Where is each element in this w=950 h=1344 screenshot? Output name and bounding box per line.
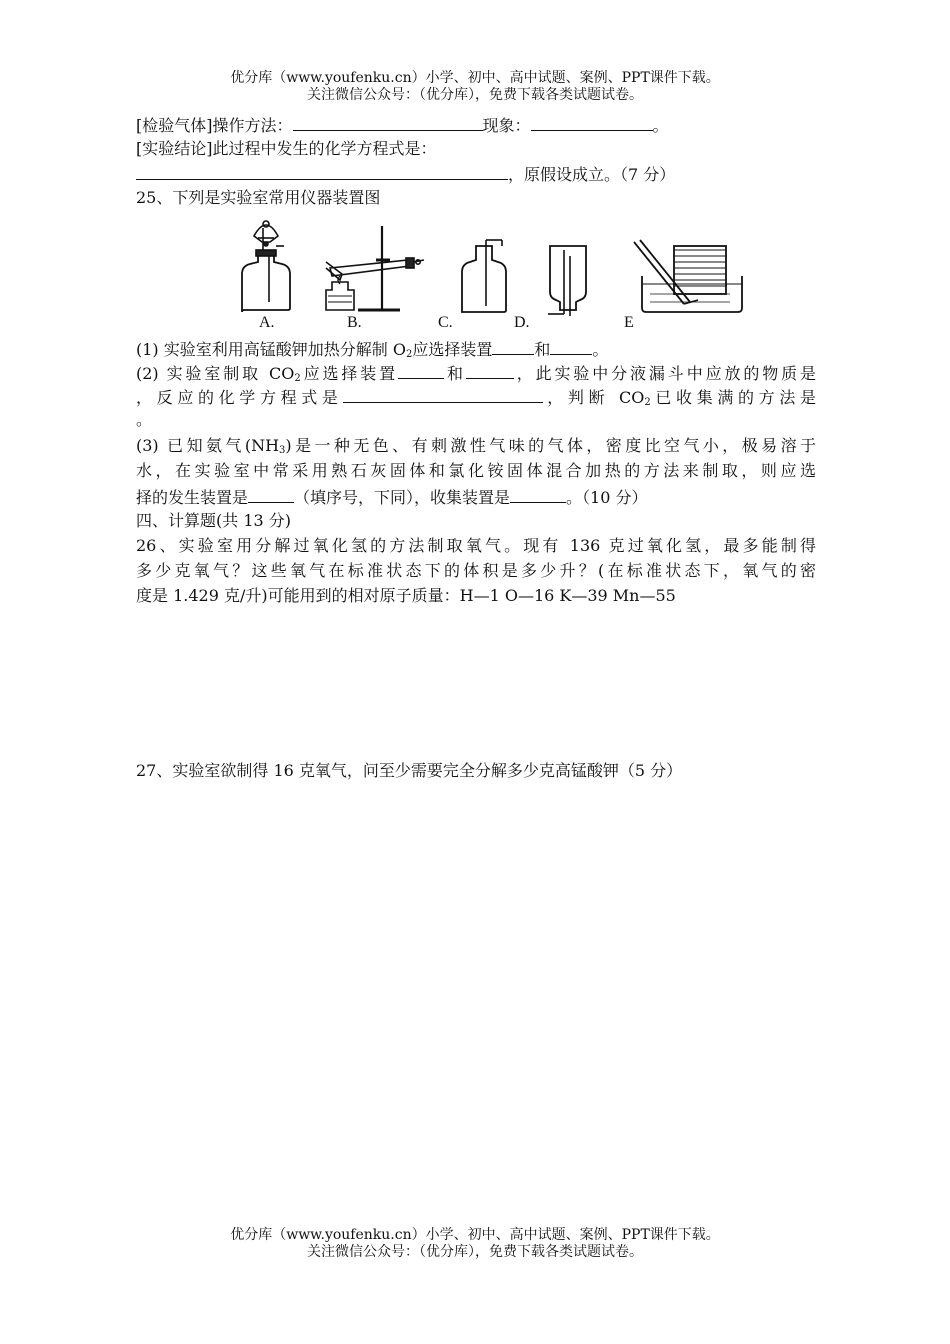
q25-p3-blank-1[interactable] <box>248 486 294 503</box>
q24-phenomenon-label: 现象： <box>482 116 531 135</box>
header-line-1: 优分库（www.youfenku.cn）小学、初中、高中试题、案例、PPT课件下载。 <box>230 70 720 86</box>
q25-p2-text-c: ，此实验中分液漏斗中应放的物质是 <box>513 364 816 383</box>
section4-title: 四、计算题(共 13 分) <box>136 511 292 530</box>
label-e: E <box>624 314 634 331</box>
q27-line1: 27、实验室欲制得 16 克氧气，问至少需要完全分解多少克高锰酸钾（5 分） <box>136 761 683 780</box>
q24-conclusion-tail: ，原假设成立。（7 分） <box>508 165 676 184</box>
q25-part3-line3 <box>136 486 816 508</box>
q25-p2-text-a: (2) 实验室制取 CO <box>136 364 295 383</box>
q25-p1-blank-2[interactable] <box>550 338 592 355</box>
q24-check-line <box>136 114 816 136</box>
q25-p2-text-b: 应选择装置 <box>300 364 399 383</box>
q25-p3-text-e: （填序号，下同），收集装置是 <box>294 488 511 507</box>
q25-p1-text-a: (1) 实验室利用高锰酸钾加热分解制 O <box>136 340 406 359</box>
q25-p2-subscript-2: 2 <box>644 397 651 408</box>
q24-equation-blank[interactable] <box>136 163 508 180</box>
apparatus-d-inverted-bottle <box>548 246 586 316</box>
q25-p1-end: 。 <box>592 340 609 359</box>
q24-phenomenon-blank[interactable] <box>531 114 653 131</box>
q25-p3-text-f: 。（10 分） <box>566 488 648 507</box>
label-b: B. <box>347 314 362 331</box>
q25-part3-line2: 水，在实验室中常采用熟石灰固体和氯化铵固体混合加热的方法来制取，则应选 <box>136 461 816 480</box>
q25-p2-blank-2[interactable] <box>466 362 514 379</box>
q25-p2-text-d: ，反应的化学方程式是 <box>136 388 343 407</box>
q25-part3-line1 <box>136 436 816 456</box>
q25-part2-line2 <box>136 386 816 408</box>
page-header <box>0 70 950 104</box>
label-c: C. <box>438 314 453 331</box>
q26-line3: 度是 1.429 克/升)可能用到的相对原子质量：H—1 O—16 K—39 Mn—55 <box>136 586 676 605</box>
q25-p2-and: 和 <box>444 364 466 383</box>
q25-title: 25、下列是实验室常用仪器装置图 <box>136 188 381 207</box>
q25-p2-text-f: 已收集满的方法是 <box>650 388 816 407</box>
q25-p1-subscript: 2 <box>405 349 413 360</box>
q25-p3-subscript: 3 <box>279 445 286 456</box>
q25-p1-and: 和 <box>534 340 551 359</box>
q25-p1-blank-1[interactable] <box>492 338 534 355</box>
apparatus-c-bottle <box>462 240 506 312</box>
footer-line-2: 关注微信公众号：（优分库），免费下载各类试题试卷。 <box>307 1244 643 1260</box>
q24-conclusion-line <box>136 163 816 185</box>
apparatus-a-funnel-flask <box>242 221 290 312</box>
q25-p1-text-b: 应选择装置 <box>412 340 493 359</box>
q25-p2-subscript: 2 <box>294 373 301 384</box>
q25-p2-equation-blank[interactable] <box>343 386 543 403</box>
q24-check-label: [检验气体]操作方法： <box>136 116 293 135</box>
q25-p3-text-b: )是一种无色、有刺激性气味的气体，密度比空气小，极易溶于 <box>285 436 816 455</box>
q25-p3-blank-2[interactable] <box>510 486 566 503</box>
apparatus-e-water-trough <box>634 240 742 312</box>
q25-part2-end: 。 <box>136 410 153 429</box>
label-d: D. <box>514 314 530 331</box>
q25-p3-text-d: 择的发生装置是 <box>136 488 249 507</box>
apparatus-b-heating-setup <box>326 226 424 310</box>
q24-conclusion-label: [实验结论]此过程中发生的化学方程式是： <box>136 139 437 158</box>
q25-part1 <box>136 338 816 360</box>
q24-method-blank[interactable] <box>293 114 483 131</box>
page-footer <box>0 1227 950 1261</box>
header-line-2: 关注微信公众号：（优分库），免费下载各类试题试卷。 <box>307 87 643 103</box>
q24-period: 。 <box>652 116 669 135</box>
apparatus-diagram <box>230 216 760 334</box>
footer-line-1: 优分库（www.youfenku.cn）小学、初中、高中试题、案例、PPT课件下载。 <box>230 1227 720 1243</box>
q25-p2-text-e: ，判断 CO <box>542 388 645 407</box>
label-a: A. <box>259 314 275 331</box>
q25-p3-text-a: (3) 已知氨气(NH <box>136 436 280 455</box>
q25-part2-line1 <box>136 362 816 384</box>
q26-line2: 多少克氧气？这些氧气在标准状态下的体积是多少升？(在标准状态下，氧气的密 <box>136 561 816 580</box>
q26-line1: 26、实验室用分解过氧化氢的方法制取氧气。现有 136 克过氧化氢，最多能制得 <box>136 536 816 555</box>
q25-p2-blank-1[interactable] <box>398 362 444 379</box>
